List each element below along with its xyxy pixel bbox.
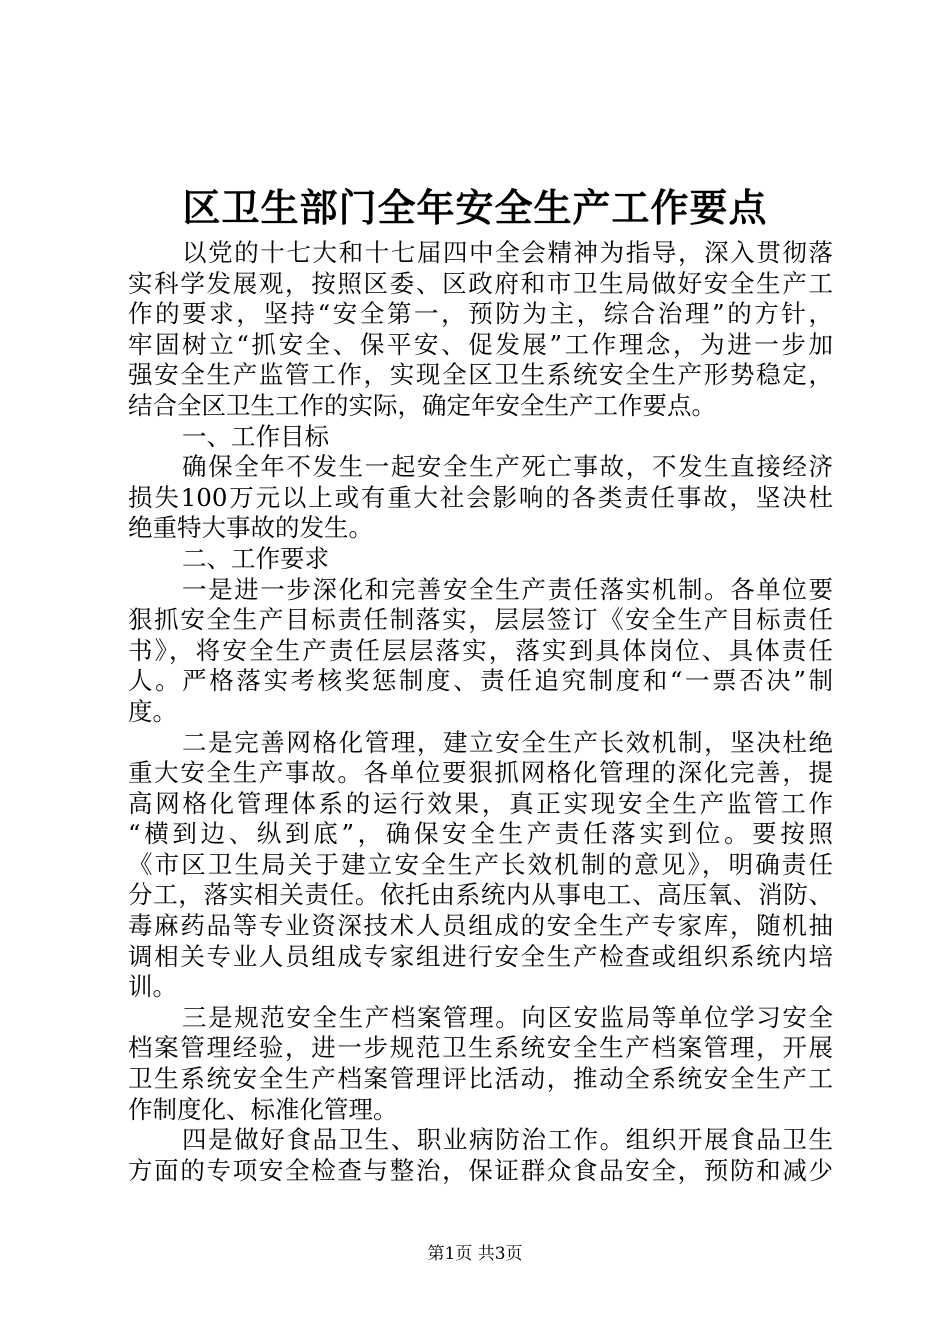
body-line: 高网格化管理体系的运行效果，真正实现安全生产监管工作 xyxy=(128,788,833,818)
body-line: 书》，将安全生产责任层层落实，落实到具体岗位、具体责任 xyxy=(128,635,833,665)
body-line: 以党的十七大和十七届四中全会精神为指导，深入贯彻落 xyxy=(182,238,833,267)
body-line: 确保全年不发生一起安全生产死亡事故，不发生直接经济 xyxy=(182,452,833,482)
body-line: 作制度化、标准化管理。 xyxy=(128,1094,398,1124)
body-line: 一、工作目标 xyxy=(182,421,329,451)
body-line: 绝重特大事故的发生。 xyxy=(128,513,373,543)
body-line: 档案管理经验，进一步规范卫生系统安全生产档案管理，开展 xyxy=(128,1033,833,1063)
body-line: 一是进一步深化和完善安全生产责任落实机制。各单位要 xyxy=(182,574,833,604)
body-line: 《市区卫生局关于建立安全生产长效机制的意见》，明确责任 xyxy=(128,849,833,879)
body-line: 四是做好食品卫生、职业病防治工作。组织开展食品卫生 xyxy=(182,1125,833,1155)
body-line: 狠抓安全生产目标责任制落实，层层签订《安全生产目标责任 xyxy=(128,605,833,635)
body-line: 二、工作要求 xyxy=(182,543,329,573)
document-title: 区卫生部门全年安全生产工作要点 xyxy=(182,185,768,230)
body-line: 调相关专业人员组成专家组进行安全生产检查或组织系统内培 xyxy=(128,941,833,971)
body-line: 三是规范安全生产档案管理。向区安监局等单位学习安全 xyxy=(182,1002,833,1032)
body-line: 实科学发展观，按照区委、区政府和市卫生局做好安全生产工 xyxy=(128,268,833,298)
body-line: 训。 xyxy=(128,972,177,1002)
body-line: 重大安全生产事故。各单位要狠抓网格化管理的深化完善，提 xyxy=(128,758,833,788)
body-line: 结合全区卫生工作的实际，确定年安全生产工作要点。 xyxy=(128,390,716,420)
body-line: “横到边、纵到底”，确保安全生产责任落实到位。要按照 xyxy=(128,819,833,849)
body-line: 牢固树立“抓安全、保平安、促发展”工作理念，为进一步加 xyxy=(128,329,833,359)
body-line: 人。严格落实考核奖惩制度、责任追究制度和“一票否决”制 xyxy=(128,666,833,696)
body-line: 度。 xyxy=(128,696,177,726)
body-line: 毒麻药品等专业资深技术人员组成的安全生产专家库，随机抽 xyxy=(128,911,833,941)
body-line: 二是完善网格化管理，建立安全生产长效机制，坚决杜绝 xyxy=(182,727,833,757)
body-line: 方面的专项安全检查与整治，保证群众食品安全，预防和减少 xyxy=(128,1155,833,1185)
body-line: 强安全生产监管工作，实现全区卫生系统安全生产形势稳定， xyxy=(128,360,833,390)
body-line: 损失100万元以上或有重大社会影响的各类责任事故，坚决杜 xyxy=(128,482,833,512)
document-body xyxy=(128,238,833,1186)
body-line: 卫生系统安全生产档案管理评比活动，推动全系统安全生产工 xyxy=(128,1064,833,1094)
body-line: 作的要求，坚持“安全第一，预防为主，综合治理”的方针， xyxy=(128,299,833,329)
page-footer: 第1页 共3页 xyxy=(427,1244,523,1264)
body-line: 分工，落实相关责任。依托由系统内从事电工、高压氧、消防、 xyxy=(128,880,833,910)
